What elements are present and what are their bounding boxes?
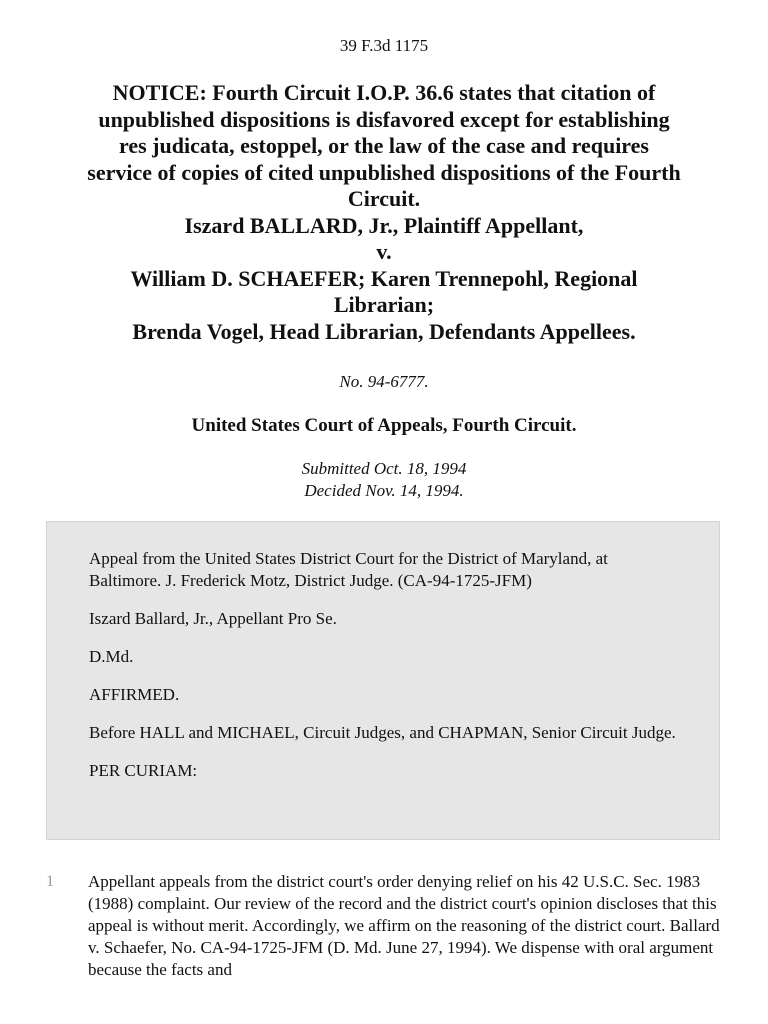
submitted-date: Submitted Oct. 18, 1994 (301, 459, 467, 478)
disposition-line: AFFIRMED. (89, 685, 180, 704)
notice-line: Circuit. (347, 186, 421, 211)
case-citation: 39 F.3d 1175 (339, 36, 429, 55)
counsel-line: Iszard Ballard, Jr., Appellant Pro Se. (89, 609, 337, 628)
appellee-line: William D. SCHAEFER; Karen Trennepohl, Regional (130, 265, 638, 291)
case-dates (0, 458, 768, 502)
versus-line: v. (376, 239, 392, 264)
appellee-line: Brenda Vogel, Head Librarian, Defendants Appellees. (132, 318, 636, 344)
decided-date: Decided Nov. 14, 1994. (304, 481, 464, 500)
docket-number: No. 94-6777. (339, 372, 429, 391)
panel-line: Before HALL and MICHAEL, Circuit Judges, and CHAPMAN, Senior Circuit Judge. (89, 723, 676, 742)
notice-line: NOTICE: Fourth Circuit I.O.P. 36.6 states that citation of (112, 80, 656, 105)
notice-line: res judicata, estoppel, or the law of the case and requires (118, 133, 649, 158)
appellee-line: Librarian; (333, 292, 435, 317)
notice-line: unpublished dispositions is disfavored except for establishing (98, 106, 670, 132)
paragraph-number: 1 (46, 873, 54, 890)
syllabus-box (46, 521, 720, 840)
appellant-line: Iszard BALLARD, Jr., Plaintiff Appellant, (184, 212, 584, 238)
case-heading (40, 80, 728, 345)
district-line: D.Md. (89, 647, 134, 666)
court-name: United States Court of Appeals, Fourth Circuit. (191, 415, 577, 436)
notice-line: service of copies of cited unpublished dispositions of the Fourth (87, 159, 681, 185)
appeal-statement: Appeal from the United States District Court for the District of Maryland, at Baltimore. J. Frederick Motz, District Judge. (CA-94-1725-JFM) (89, 549, 608, 590)
opinion-paragraph: Appellant appeals from the district court's order denying relief on his 42 U.S.C. Sec. 1983 (1988) complaint. Our review of the record and the district court's opinion discloses that this appeal is without merit. Accordingly, we affirm on the reasoning of the district court. Ballard v. Schaefer, No. CA-94-1725-JFM (D. Md. June 27, 1994). We dispense with oral argument because the facts and (88, 872, 720, 979)
author-line: PER CURIAM: (89, 761, 198, 780)
